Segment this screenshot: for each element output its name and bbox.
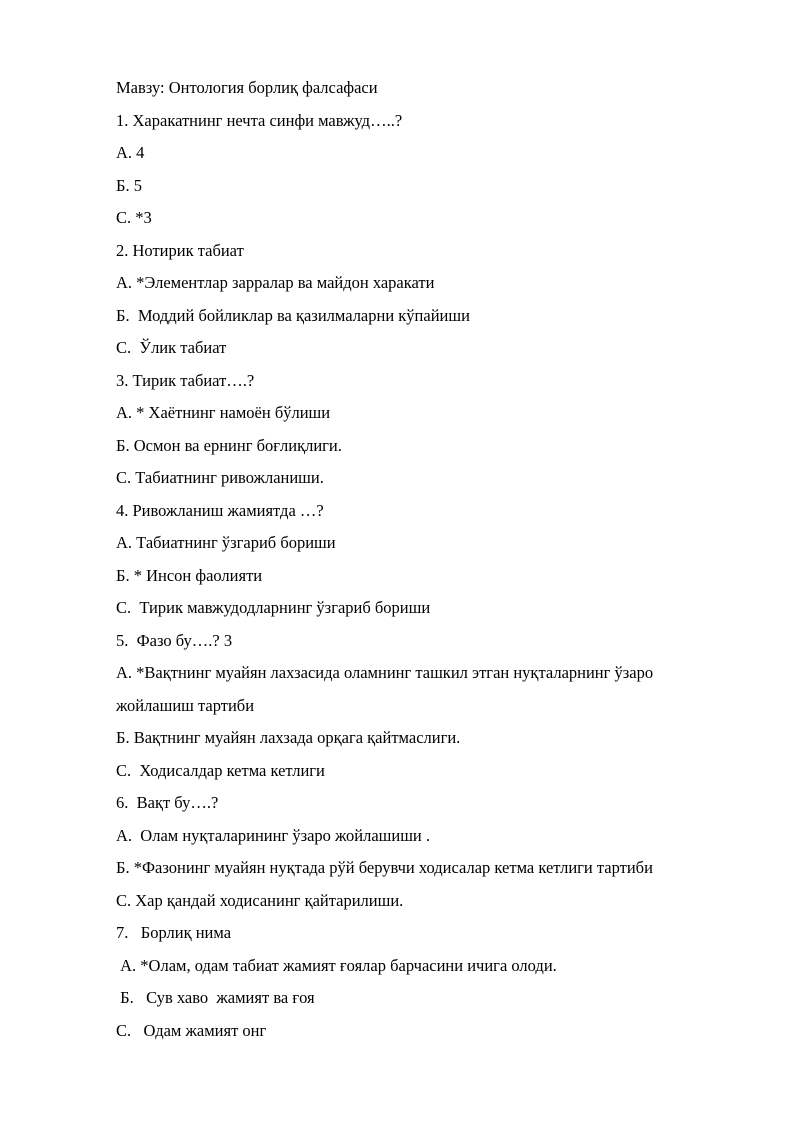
- answer-2b: Б. Моддий бойликлар ва қазилмаларни кўпайиши: [116, 305, 470, 325]
- answer-3c: С. Табиатнинг ривожланиши.: [116, 468, 324, 487]
- answer-3a: А. * Хаётнинг намоён бўлиши: [116, 403, 331, 422]
- answer-1c: С. *3: [116, 208, 152, 227]
- answer-5b: Б. Вақтнинг муайян лахзада орқага қайтмаслиги.: [116, 728, 461, 747]
- question-3: 3. Тирик табиат….?: [116, 370, 255, 390]
- answer-7b: Б. Сув хаво жамият ва ғоя: [116, 988, 315, 1007]
- answer-6a: А. Олам нуқталарининг ўзаро жойлашиши .: [116, 825, 430, 845]
- question-1: 1. Харакатнинг нечта синфи мавжуд…..?: [116, 110, 403, 130]
- answer-2c: С. Ўлик табиат: [116, 338, 227, 357]
- answer-5c: С. Ходисалдар кетма кетлиги: [116, 760, 325, 780]
- answer-4b: Б. * Инсон фаолияти: [116, 565, 263, 585]
- answer-5a: А. *Вақтнинг муайян лахзасида оламнинг ташкил этган нуқталарнинг ўзаро: [116, 663, 654, 682]
- question-7: 7. Борлиқ нима: [116, 923, 232, 942]
- answer-7a: А. *Олам, одам табиат жамият ғоялар барчасини ичига олоди.: [116, 955, 557, 975]
- answer-1b: Б. 5: [116, 175, 142, 195]
- answer-4c: С. Тирик мавжудодларнинг ўзгариб бориши: [116, 598, 431, 617]
- question-2: 2. Нотирик табиат: [116, 240, 244, 260]
- answer-4a: А. Табиатнинг ўзгариб бориши: [116, 533, 336, 552]
- answer-1a: А. 4: [116, 143, 145, 162]
- answer-5a-continued: жойлашиш тартиби: [116, 695, 255, 715]
- answer-7c: С. Одам жамият онг: [116, 1020, 267, 1040]
- question-4: 4. Ривожланиш жамиятда …?: [116, 500, 324, 520]
- answer-6b: Б. *Фазонинг муайян нуқтада рўй берувчи ходисалар кетма кетлиги тартиби: [116, 858, 653, 877]
- question-5: 5. Фазо бу….? 3: [116, 630, 233, 650]
- answer-3b: Б. Осмон ва ернинг боғлиқлиги.: [116, 435, 342, 455]
- document-title: Мавзу: Онтология борлиқ фалсафаси: [116, 78, 378, 97]
- answer-6c: С. Хар қандай ходисанинг қайтарилиши.: [116, 890, 404, 910]
- document-body: [116, 72, 756, 1047]
- question-6: 6. Вақт бу….?: [116, 793, 219, 812]
- answer-2a: А. *Элементлар зарралар ва майдон харакати: [116, 273, 435, 292]
